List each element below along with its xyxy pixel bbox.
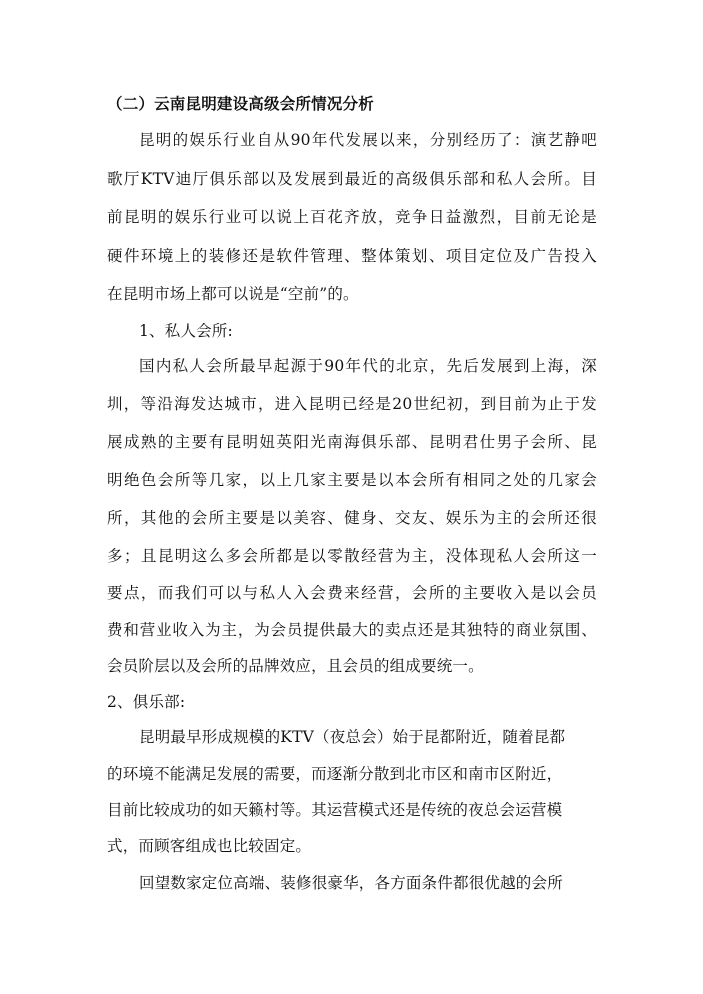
club-line-5: 回望数家定位高端、装修很豪华，各方面条件都很优越的会所 xyxy=(139,874,563,892)
private-club-line-9: 会员阶层以及会所的品牌效应，且会员的组成要统一。 xyxy=(107,657,484,675)
club-line-2: 的环境不能满足发展的需要，而逐渐分散到北市区和南市区附近， xyxy=(107,765,563,783)
club-line-1: 昆明最早形成规模的KTV（夜总会）始于昆都附近，随着昆都 xyxy=(139,728,566,746)
subheading-private-club: 1、私人会所: xyxy=(139,322,233,340)
club-line-3: 目前比较成功的如天籁村等。其运营模式还是传统的夜总会运营模 xyxy=(107,801,563,819)
club-line-4: 式，而顾客组成也比较固定。 xyxy=(107,837,312,855)
intro-line-2: 歌厅KTV迪厅俱乐部以及发展到最近的高级俱乐部和私人会所。目 xyxy=(107,170,597,188)
subheading-club: 2、俱乐部: xyxy=(107,693,186,711)
private-club-line-2: 圳，等沿海发达城市，进入昆明已经是20世纪初，到目前为止于发 xyxy=(107,395,597,413)
private-club-line-6: 多；且昆明这么多会所都是以零散经营为主，没体现私人会所这一 xyxy=(107,547,597,565)
section-heading: （二）云南昆明建设高级会所情况分析 xyxy=(107,95,374,113)
intro-line-5: 在昆明市场上都可以说是“空前”的。 xyxy=(107,285,359,303)
private-club-line-7: 要点，而我们可以与私人入会费来经营，会所的主要收入是以会员 xyxy=(107,584,597,602)
intro-line-1: 昆明的娱乐行业自从90年代发展以来，分别经历了：演艺静吧 xyxy=(139,131,597,149)
intro-line-4: 硬件环境上的装修还是软件管理、整体策划、项目定位及广告投入 xyxy=(107,247,597,265)
intro-line-3: 前昆明的娱乐行业可以说上百花齐放，竞争日益激烈，目前无论是 xyxy=(107,208,597,226)
private-club-line-1: 国内私人会所最早起源于90年代的北京，先后发展到上海，深 xyxy=(139,357,597,375)
private-club-line-4: 明绝色会所等几家，以上几家主要是以本会所有相同之处的几家会 xyxy=(107,471,597,489)
private-club-line-8: 费和营业收入为主，为会员提供最大的卖点还是其独特的商业氛围、 xyxy=(107,621,597,639)
private-club-line-5: 所，其他的会所主要是以美容、健身、交友、娱乐为主的会所还很 xyxy=(107,509,597,527)
private-club-line-3: 展成熟的主要有昆明妞英阳光南海俱乐部、昆明君仕男子会所、昆 xyxy=(107,433,597,451)
